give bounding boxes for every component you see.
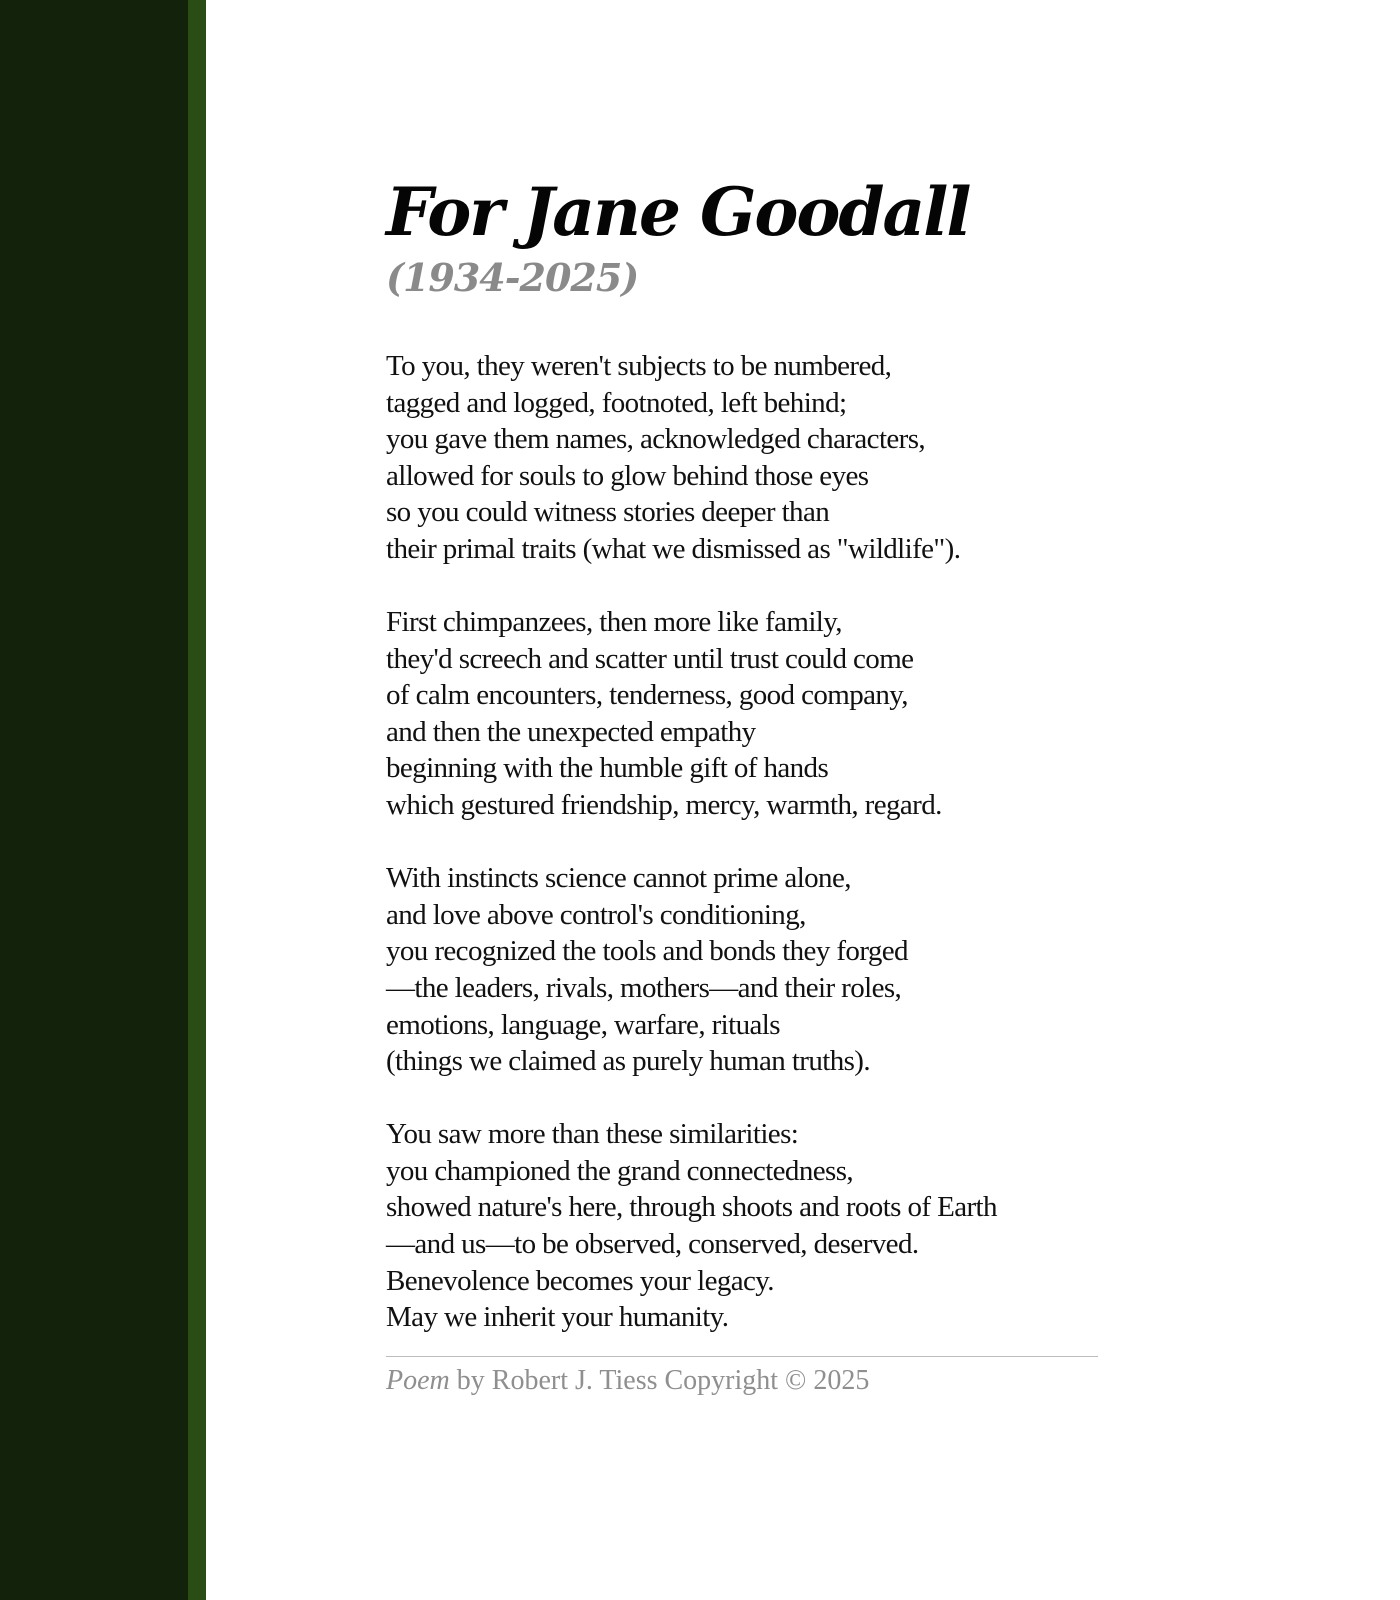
poem-line: of calm encounters, tenderness, good company,: [386, 679, 908, 712]
credit-poem-word: Poem: [386, 1364, 450, 1396]
poem-line: you recognized the tools and bonds they forged: [386, 935, 908, 968]
side-band: [0, 0, 188, 1600]
poem-line: you championed the grand connectedness,: [386, 1154, 854, 1187]
poem-line: their primal traits (what we dismissed as "wildlife").: [386, 532, 961, 565]
stanza: [386, 348, 1106, 568]
poem-line: allowed for souls to glow behind those eyes: [386, 459, 869, 492]
divider: [386, 1356, 1098, 1357]
poem-line: showed nature's here, through shoots and roots of Earth: [386, 1191, 997, 1224]
poem-line: which gestured friendship, mercy, warmth, regard.: [386, 789, 942, 822]
stanza: [386, 604, 1106, 824]
poem-line: (things we claimed as purely human truths).: [386, 1045, 870, 1078]
poem-line: —and us—to be observed, conserved, deserved.: [386, 1227, 919, 1260]
poem-line: you gave them names, acknowledged characters,: [386, 423, 926, 456]
credit-text: by Robert J. Tiess Copyright © 2025: [449, 1364, 870, 1396]
poem-line: and then the unexpected empathy: [386, 715, 756, 748]
poem-line: With instincts science cannot prime alone,: [386, 862, 851, 895]
poem-title: For Jane Goodall: [386, 173, 970, 251]
poem-line: You saw more than these similarities:: [386, 1118, 799, 1151]
poem-line: and love above control's conditioning,: [386, 898, 806, 931]
poem-body: [386, 348, 1106, 1336]
poem-line: To you, they weren't subjects to be numbered,: [386, 350, 892, 382]
poem-line: First chimpanzees, then more like family,: [386, 606, 842, 639]
stanza: [386, 860, 1106, 1080]
side-stripe: [188, 0, 206, 1600]
poem-line: beginning with the humble gift of hands: [386, 752, 829, 785]
poem-content: [386, 172, 1106, 1399]
stanza: [386, 1116, 1106, 1336]
poem-line: so you could witness stories deeper than: [386, 496, 830, 529]
poem-line: May we inherit your humanity.: [386, 1301, 729, 1334]
poem-line: emotions, language, warfare, rituals: [386, 1008, 780, 1041]
copyright-credit: [386, 1363, 1106, 1399]
poem-line: —the leaders, rivals, mothers—and their roles,: [386, 971, 902, 1004]
poem-line: they'd screech and scatter until trust could come: [386, 642, 914, 675]
poem-line: tagged and logged, footnoted, left behind;: [386, 386, 847, 419]
poem-dates: (1934-2025): [386, 255, 639, 300]
poem-line: Benevolence becomes your legacy.: [386, 1264, 774, 1297]
